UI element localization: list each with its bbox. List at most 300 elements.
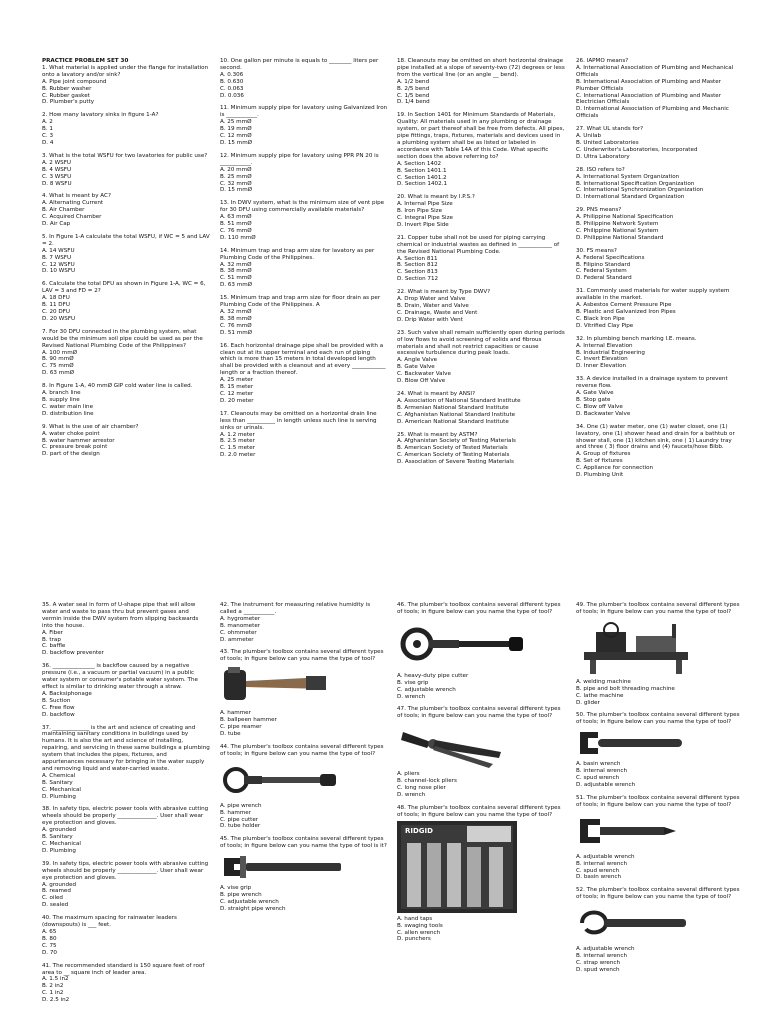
answer-option: B. 4 WSFU: [42, 166, 72, 173]
bottom-column-2: [220, 602, 388, 919]
answer-option: D. 15 mmØ: [220, 139, 253, 146]
answer-option: B. Section 812: [397, 262, 438, 269]
answer-option: B. 2/5 bend: [397, 85, 430, 92]
bottom-column-1: [42, 602, 210, 1010]
answer-option: A. 32 mmØ: [220, 261, 252, 268]
question-stem: 40. The maximum spacing for rainwater leaders (downspouts) is ___ feet.: [42, 915, 177, 929]
answer-option: A. Drop Water and Valve: [397, 296, 466, 303]
answer-option: B. Filipino Standard: [576, 261, 631, 268]
answer-option: C. Invert Elevation: [576, 356, 628, 363]
question-block: [42, 663, 210, 718]
question-block: [397, 330, 565, 385]
question-block: [576, 795, 744, 881]
answer-option: D. International Standard Organization: [576, 194, 685, 201]
tool-figure: [576, 903, 744, 943]
answer-option: D. Vitrified Clay Pipe: [576, 322, 634, 329]
question-block: [576, 248, 744, 283]
question-stem: 12. Minimum supply pipe for lavatory using PPR PN 20 is ___________.: [220, 152, 379, 166]
answer-option: C. 1/5 bend: [397, 92, 430, 99]
question-block: [42, 861, 210, 909]
answer-option: D. 63 mmØ: [220, 282, 253, 289]
answer-option: C. International Synchronization Organization: [576, 187, 704, 194]
question-stem: 43. The plumber's toolbox contains several different types of tools; in figure below can you name the type of tool?: [220, 649, 384, 663]
answer-option: D. International Association of Plumbing and Mechanic Officials: [576, 106, 729, 120]
tool-figure: [576, 728, 744, 758]
answer-option: D. adjustable wrench: [576, 781, 636, 788]
answer-option: C. Afghanistan National Standard Institute: [397, 411, 516, 418]
answer-option: B. vise grip: [397, 679, 429, 686]
answer-option: C. Appliance for connection: [576, 465, 654, 472]
answer-option: B. Set of fixtures: [576, 458, 623, 465]
answer-option: D. Plumbing: [42, 793, 76, 800]
question-block: [42, 153, 210, 188]
question-stem: 34. One (1) water meter, one (1) water closet, one (1) lavatory, one (1) shower head and drain for a bathtub or shower stall, one (1) kitchen sink, one ( 1) Laundry tray and three ( 3) floor drains and (4) faucets/hose Bibb.: [576, 423, 735, 451]
answer-option: D. Section 1402.1: [397, 181, 447, 188]
answer-option: B. International Association of Plumbing and Master Plumber Officials: [576, 78, 721, 92]
answer-option: B. channel-lock pliers: [397, 778, 457, 785]
tool-figure: [220, 760, 388, 800]
answer-option: B. 7 WSFU: [42, 254, 72, 261]
answer-option: A. Alternating Current: [42, 200, 104, 207]
answer-option: C. 1 in2: [42, 990, 64, 997]
question-block: [576, 712, 744, 788]
answer-option: D. 15 mmØ: [220, 187, 253, 194]
question-stem: 11. Minimum supply pipe for lavatory using Galvanized Iron is ___________.: [220, 105, 388, 119]
question-stem: 8. In Figure 1-A, 40 mmØ GIP cold water line is called.: [42, 383, 193, 390]
answer-option: C. adjustable wrench: [397, 686, 456, 693]
answer-option: A. pliers: [397, 771, 420, 778]
answer-option: D. Air Cap: [42, 221, 71, 228]
answer-option: B. 0.630: [220, 78, 244, 85]
answer-option: C. 0.063: [220, 85, 244, 92]
question-block: [576, 207, 744, 242]
question-block: [42, 725, 210, 801]
answer-option: B. 2 in2: [42, 983, 64, 990]
answer-option: A. adjustable wrench: [576, 946, 635, 953]
answer-option: C. 3: [42, 133, 54, 140]
answer-option: A. Asbestos Cement Pressure Pipe: [576, 302, 672, 309]
answer-option: B. internal wrench: [576, 860, 627, 867]
answer-option: A. 18 DFU: [42, 295, 70, 302]
question-block: [220, 836, 388, 912]
answer-option: C. Acquired Chamber: [42, 214, 102, 221]
question-block: [576, 58, 744, 120]
answer-option: D. Inner Elevation: [576, 363, 627, 370]
answer-option: B. Gate Valve: [397, 364, 435, 371]
question-block: [576, 887, 744, 973]
answer-option: A. Afghanistan Society of Testing Materials: [397, 438, 516, 445]
question-stem: 50. The plumber's toolbox contains several different types of tools; in figure below can you name the type of tool?: [576, 712, 740, 726]
question-stem: 49. The plumber's toolbox contains several different types of tools; in figure below can you name the type of tool?: [576, 602, 740, 615]
question-stem: 3. What is the total WSFU for two lavatories for public use?: [42, 152, 208, 159]
top-column-3: [397, 58, 565, 472]
answer-option: D. straight pipe wrench: [220, 905, 286, 912]
answer-option: A. Internal Pipe Size: [397, 201, 453, 208]
tool-figure: [576, 618, 744, 676]
answer-option: D. Plumber's putty: [42, 99, 95, 106]
answer-option: A. 1.2 meter: [220, 431, 255, 438]
answer-option: B. internal wrench: [576, 953, 627, 960]
answer-option: B. internal wrench: [576, 768, 627, 775]
answer-option: D. 2.0 meter: [220, 452, 256, 459]
answer-option: A. Gate Valve: [576, 390, 614, 397]
answer-option: C. ohmmeter: [220, 629, 257, 636]
answer-option: A. Philippine National Specification: [576, 214, 674, 221]
question-block: [42, 963, 210, 1004]
answer-option: C. adjustable wrench: [220, 898, 279, 905]
question-stem: 16. Each horizontal drainage pipe shall be provided with a clean out at its upper terminal and each run of piping which is more than 15 meters in total developed length shall be provided with a cleanout and at every ____________ length or a fraction thereof.: [220, 342, 386, 377]
answer-option: A. hand taps: [397, 915, 433, 922]
question-block: [397, 706, 565, 798]
answer-option: A. 32 mmØ: [220, 309, 252, 315]
question-block: [42, 234, 210, 275]
answer-option: B. Sanitary: [42, 779, 73, 786]
answer-option: B. hammer: [220, 809, 252, 816]
question-stem: 4. What is meant by AC?: [42, 193, 111, 200]
answer-option: C. American Society of Testing Materials: [397, 452, 510, 459]
question-stem: 27. What UL stands for?: [576, 126, 644, 133]
answer-option: A. branch line: [42, 390, 81, 397]
top-column-1: [42, 58, 210, 464]
figure-brand-label: RIDGID: [405, 826, 433, 835]
question-block: [576, 336, 744, 371]
question-block: [42, 329, 210, 377]
answer-option: B. American Society of Tested Materials: [397, 445, 508, 452]
answer-option: B. Section 1401.1: [397, 167, 447, 174]
answer-option: A. hygrometer: [220, 615, 261, 622]
question-block: [576, 602, 744, 706]
question-block: [220, 295, 388, 336]
answer-option: B. International Specification Organization: [576, 180, 695, 187]
answer-option: D. Philippine National Standard: [576, 234, 664, 241]
question-block: [397, 235, 565, 283]
answer-option: C. Section 813: [397, 269, 438, 276]
answer-option: D. Ultra Laboratory: [576, 153, 630, 160]
answer-option: D. Federal Standard: [576, 275, 632, 282]
answer-option: D. backflow preventer: [42, 650, 104, 657]
answer-option: B. pipe and bolt threading machine: [576, 685, 675, 692]
answer-option: B. 25 mmØ: [220, 173, 252, 180]
answer-option: B. manometer: [220, 622, 261, 629]
question-block: [220, 343, 388, 405]
answer-option: A. 0.306: [220, 71, 244, 78]
question-block: [42, 602, 210, 657]
question-stem: 7. For 30 DFU connected in the plumbing system, what would be the minimum soil pipe could be used as per the Revised National Plumbing Code of the Philippines?: [42, 328, 203, 349]
answer-option: C. Drainage, Waste and Vent: [397, 309, 478, 316]
question-stem: 23. Such valve shall remain sufficiently open during periods of low flows to avoid screening of solids and fibrous materials and shall not restrict capacities or cause excessive turbulence during peak loads.: [397, 329, 565, 357]
answer-option: B. Drain, Water and Valve: [397, 303, 469, 309]
answer-option: C. 12 WSFU: [42, 261, 75, 268]
question-stem: 44. The plumber's toolbox contains several different types of tools; in figure below can you name the type of tool?: [220, 743, 384, 757]
answer-option: B. 15 meter: [220, 384, 254, 391]
answer-option: A. heavy-duty pipe cutter: [397, 672, 469, 679]
answer-option: C. Section 1401.2: [397, 174, 447, 181]
question-stem: 21. Copper tube shall not be used for piping carrying chemical or industrial wastes as defined in ____________ of the Revised National Plumbing Code.: [397, 234, 560, 255]
question-block: [397, 432, 565, 467]
answer-option: B. Iron Pipe Size: [397, 208, 443, 215]
page-title: PRACTICE PROBLEM SET 30: [42, 58, 129, 64]
answer-option: C. lathe machine: [576, 692, 624, 699]
question-stem: 10. One gallon per minute is equals to ________ liters per second.: [220, 58, 379, 71]
question-stem: 19. In Section 1401 for Minimum Standards of Materials, Quality: All materials used in any plumbing or drainage system, or part thereof shall be free from defects. All pipes, pipe fittings, traps, fixtures, materials and devices used in a plumbing system shall be as listed or labeled in accordance with Table 14A of this Code. What specific section does the above referring to?: [397, 112, 565, 160]
question-stem: 45. The plumber's toolbox contains several different types of tools; in figure below can you name the type of tool is it?: [220, 836, 387, 850]
answer-option: C. 32 mmØ: [220, 180, 252, 187]
answer-option: C. Philippine National System: [576, 227, 659, 234]
answer-option: C. Rubber gasket: [42, 92, 90, 99]
question-stem: 2. How many lavatory sinks in figure 1-A?: [42, 112, 159, 119]
answer-option: C. pressure break point: [42, 444, 108, 451]
question-block: [397, 602, 565, 700]
answer-option: C. long nose plier: [397, 785, 446, 792]
question-stem: 41. The recommended standard is 150 square feet of roof area to __ square inch of leader area.: [42, 962, 205, 976]
question-block: [397, 194, 565, 229]
answer-option: C. 75: [42, 942, 57, 949]
question-stem: 13. In DWV system, what is the minimum size of vent pipe for 30 DFU using commercially available materials?: [220, 200, 385, 214]
answer-option: D. punchers: [397, 936, 431, 943]
answer-option: C. oiled: [42, 895, 63, 902]
answer-option: C. pipe cutter: [220, 816, 259, 823]
question-stem: 32. In plumbing bench marking I.E. means.: [576, 335, 697, 342]
top-column-2: [220, 58, 388, 465]
question-stem: 46. The plumber's toolbox contains several different types of tools; in figure below can you name the type of tool?: [397, 602, 561, 615]
question-stem: 26. IAPMO means?: [576, 58, 629, 64]
answer-option: B. 11 DFU: [42, 302, 70, 309]
answer-option: D. basin wrench: [576, 874, 621, 881]
answer-option: A. 25 mmØ: [220, 119, 252, 126]
question-stem: 1. What material is applied under the flange for installation onto a lavatory and/or sink?: [42, 64, 209, 78]
answer-option: A. 1.5 in2: [42, 976, 69, 983]
answer-option: B. 38 mmØ: [220, 268, 252, 275]
question-block: [397, 805, 565, 943]
answer-option: A. Angle Valve: [397, 357, 438, 364]
answer-option: B. 51 mmØ: [220, 221, 252, 228]
answer-option: B. 80: [42, 935, 57, 942]
answer-option: D. 20 meter: [220, 397, 254, 404]
answer-option: A. 20 mmØ: [220, 166, 252, 173]
answer-option: D. part of the design: [42, 451, 100, 458]
question-stem: 24. What is meant by ANSI?: [397, 390, 476, 397]
question-block: [42, 193, 210, 228]
answer-option: D. 1/4 bend: [397, 99, 430, 106]
question-stem: 51. The plumber's toolbox contains several different types of tools; in figure below can you name the type of tool?: [576, 794, 740, 808]
question-stem: 5. In Figure 1-A calculate the total WSFU, if WC = 5 and LAV = 2.: [42, 233, 210, 247]
question-block: [42, 65, 210, 106]
answer-option: B. Plastic and Galvanized Iron Pipes: [576, 309, 676, 315]
question-stem: 25. What is meant by ASTM?: [397, 431, 478, 438]
answer-option: C. pipe reamer: [220, 724, 262, 731]
answer-option: C. Mechanical: [42, 841, 81, 847]
answer-option: B. Air Chamber: [42, 207, 85, 214]
answer-option: C. 76 mmØ: [220, 322, 252, 329]
question-block: [42, 424, 210, 459]
tool-figure: [397, 722, 565, 768]
answer-option: B. Rubber washer: [42, 85, 92, 92]
answer-option: C. 75 mmØ: [42, 363, 74, 370]
question-stem: 31. Commonly used materials for water supply system available in the market.: [576, 288, 730, 302]
answer-option: C. water main line: [42, 403, 94, 410]
answer-option: A. Section 811: [397, 255, 438, 262]
question-block: [397, 289, 565, 324]
answer-option: A. International System Organization: [576, 173, 680, 180]
question-stem: 52. The plumber's toolbox contains several different types of tools; in figure below can you name the type of tool?: [576, 887, 740, 901]
answer-option: A. welding machine: [576, 678, 631, 685]
answer-option: A. 1/2 bend: [397, 78, 430, 85]
question-block: [397, 391, 565, 426]
answer-option: D. tube: [220, 730, 241, 737]
bottom-column-4: [576, 602, 744, 980]
answer-option: D. 10 WSFU: [42, 268, 76, 275]
question-block: [42, 806, 210, 854]
question-block: [220, 153, 388, 194]
answer-option: D. 63 mmØ: [42, 370, 75, 377]
answer-option: B. 38 mmØ: [220, 315, 252, 322]
question-block: [576, 376, 744, 417]
answer-option: B. swaging tools: [397, 922, 443, 929]
answer-option: B. ballpeen hammer: [220, 717, 277, 724]
question-stem: 30. FS means?: [576, 247, 617, 254]
answer-option: D. Plumbing: [42, 847, 76, 854]
answer-option: A. 65: [42, 928, 57, 935]
answer-option: A. Fiber: [42, 629, 63, 636]
answer-option: D. American National Standard Institute: [397, 418, 509, 425]
answer-option: B. Industrial Engineering: [576, 349, 645, 356]
answer-option: D. wrench: [397, 791, 426, 798]
question-stem: 47. The plumber's toolbox contains several different types of tools; in figure below can you name the type of tool?: [397, 706, 561, 720]
answer-option: A. International Association of Plumbing and Mechanical Officials: [576, 64, 734, 78]
answer-option: C. 12 meter: [220, 390, 254, 397]
answer-option: B. 1: [42, 126, 53, 133]
answer-option: A. Unilab: [576, 133, 602, 140]
answer-option: D. Drip Water with Vent: [397, 316, 463, 323]
question-block: [220, 649, 388, 737]
answer-option: A. 2: [42, 119, 53, 126]
question-stem: 17. Cleanouts may be omitted on a horizontal drain line less than __________ in length unless such line is serving sinks or urinals.: [220, 410, 377, 431]
answer-option: A. 25 meter: [220, 377, 254, 384]
answer-option: D. Blow Off Valve: [397, 378, 446, 385]
answer-option: D. 51 mmØ: [220, 329, 253, 336]
answer-option: B. supply line: [42, 396, 80, 403]
bottom-column-3: [397, 602, 565, 949]
answer-option: D. 20 WSFU: [42, 315, 76, 322]
answer-option: C. strap wrench: [576, 959, 620, 966]
question-stem: 33. A device installed in a drainage system to prevent reverse flow.: [576, 376, 728, 390]
answer-option: C. spud wrench: [576, 775, 620, 782]
question-stem: 15. Minimum trap and trap arm size for floor drain as per Plumbing Code of the Philippines. A: [220, 295, 381, 309]
answer-option: D. sealed: [42, 902, 69, 909]
question-stem: 22. What is meant by Type DWV?: [397, 289, 491, 296]
tool-figure: [397, 821, 565, 913]
answer-option: C. 1.5 meter: [220, 445, 255, 452]
tool-figure: [397, 618, 565, 670]
answer-option: B. Stop gate: [576, 396, 611, 403]
question-stem: 20. What is meant by I.P.S.?: [397, 194, 475, 201]
answer-option: D. 70: [42, 949, 57, 956]
question-block: [576, 167, 744, 202]
question-block: [576, 288, 744, 329]
answer-option: C. baffle: [42, 643, 66, 650]
tool-figure: [220, 852, 388, 882]
question-stem: 28. ISO refers to?: [576, 166, 625, 173]
answer-option: A. hammer: [220, 710, 251, 717]
answer-option: C. Federal System: [576, 268, 627, 275]
question-stem: 35. A water seal in form of U-shape pipe that will allow water and waste to pass thru but prevent gases and vermin inside the DWV system from slipping backwards into the house.: [42, 602, 199, 629]
question-stem: 38. In safety tips, electric power tools with abrasive cutting wheels should be properly ______________. User shall wear eye protection and gloves.: [42, 806, 209, 827]
question-block: [42, 112, 210, 147]
question-stem: 29. PNS means?: [576, 207, 622, 214]
question-stem: 39. In safety tips, electric power tools with abrasive cutting wheels should be properly ______________. User shall wear eye protection and gloves.: [42, 860, 209, 881]
question-stem: 6. Calculate the total DFU as shown in Figure 1-A, WC = 6, LAV = 3 and FD = 2?: [42, 281, 206, 295]
answer-option: D. 8 WSFU: [42, 180, 72, 187]
answer-option: C. Underwriter's Laboratories, Incorporated: [576, 146, 698, 153]
answer-option: A. Chemical: [42, 772, 76, 779]
question-stem: 48. The plumber's toolbox contains several different types of tools; in figure below can you name the type of tool?: [397, 804, 561, 818]
answer-option: C. Free flow: [42, 704, 75, 711]
answer-option: A. Association of National Standard Institute: [397, 397, 521, 404]
question-block: [220, 602, 388, 643]
question-block: [397, 112, 565, 188]
question-stem: 42. The instrument for measuring relative humidity is called a ___________.: [220, 602, 371, 615]
answer-option: A. Group of fixtures: [576, 451, 631, 458]
answer-option: B. Sanitary: [42, 834, 73, 841]
question-block: [220, 248, 388, 289]
answer-option: B. water hammer arrestor: [42, 437, 115, 444]
question-stem: 9. What is the use of air chamber?: [42, 423, 139, 430]
answer-option: A. vise grip: [220, 885, 252, 892]
answer-option: A. Section 1402: [397, 160, 442, 167]
question-stem: 14. Minimum trap and trap arm size for lavatory as per Plumbing Code of the Philippines.: [220, 247, 375, 261]
answer-option: C. spud wrench: [576, 867, 620, 874]
answer-option: D. distribution line: [42, 410, 94, 417]
question-block: [42, 281, 210, 322]
question-block: [576, 424, 744, 479]
answer-option: D. Association of Severe Testing Materials: [397, 459, 514, 466]
top-column-4: [576, 58, 744, 485]
answer-option: A. 14 WSFU: [42, 247, 75, 254]
tool-figure: [220, 665, 388, 707]
answer-option: A. 2 WSFU: [42, 159, 72, 166]
answer-option: A. 100 mmØ: [42, 349, 78, 356]
answer-option: A. Backsiphonage: [42, 690, 92, 697]
answer-option: B. 90 mmØ: [42, 356, 74, 363]
answer-option: B. Philippine Network System: [576, 221, 659, 228]
answer-option: B. Suction: [42, 697, 71, 704]
answer-option: B. pipe wrench: [220, 892, 262, 899]
answer-option: D. backflow: [42, 711, 75, 718]
answer-option: C. 3 WSFU: [42, 173, 72, 180]
answer-option: A. grounded: [42, 881, 77, 888]
tool-figure: [576, 811, 744, 851]
answer-option: B. United Laboratories: [576, 139, 639, 146]
answer-option: D. wrench: [397, 693, 426, 700]
question-block: [42, 383, 210, 418]
answer-option: D. Section 712: [397, 276, 439, 283]
answer-option: D. Backwater Valve: [576, 410, 631, 417]
question-block: [220, 200, 388, 241]
answer-option: D. 0.036: [220, 92, 244, 99]
answer-option: C. Mechanical: [42, 786, 81, 793]
answer-option: D. 2.5 in2: [42, 997, 70, 1004]
answer-option: A. Federal Specifications: [576, 254, 645, 261]
answer-option: A. Pipe joint compound: [42, 78, 107, 85]
question-block: [397, 58, 565, 106]
question-block: [220, 105, 388, 146]
answer-option: A. basin wrench: [576, 761, 621, 768]
answer-option: D. spud wrench: [576, 966, 620, 973]
question-stem: 18. Cleanouts may be omitted on short horizontal drainage pipe installed at a slope of seventy-two (72) degrees or less from the vertical line (or an angle __ bend).: [397, 58, 565, 78]
answer-option: A. Internal Elevation: [576, 342, 633, 349]
answer-option: D. Invert Pipe Side: [397, 221, 449, 228]
answer-option: A. adjustable wrench: [576, 853, 635, 860]
